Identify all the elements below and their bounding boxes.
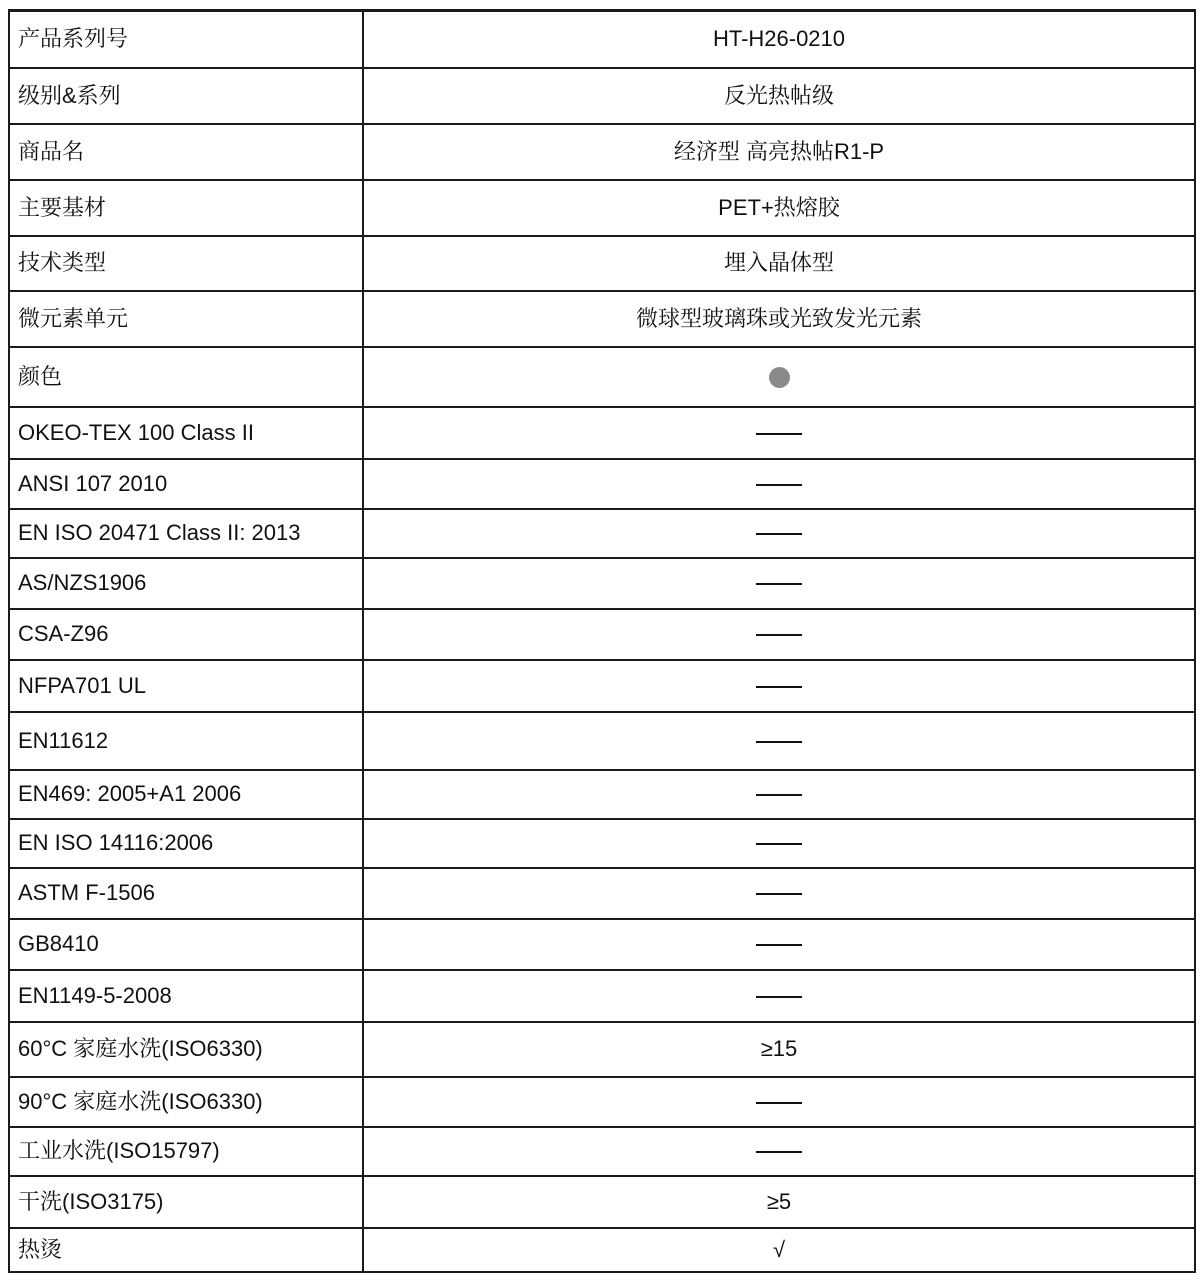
row-value: √ bbox=[363, 1228, 1195, 1272]
row-value: HT-H26-0210 bbox=[363, 11, 1195, 68]
table-row bbox=[9, 770, 1195, 819]
table-row bbox=[9, 407, 1195, 459]
row-label: 颜色 bbox=[9, 347, 363, 407]
dash-mark bbox=[756, 583, 802, 585]
color-swatch bbox=[769, 367, 790, 388]
table-row bbox=[9, 1077, 1195, 1127]
table-row bbox=[9, 868, 1195, 919]
table-row bbox=[9, 11, 1195, 68]
row-label: 干洗(ISO3175) bbox=[9, 1176, 363, 1228]
row-label: OKEO-TEX 100 Class II bbox=[9, 407, 363, 459]
row-label: EN1149-5-2008 bbox=[9, 970, 363, 1022]
table-row bbox=[9, 124, 1195, 180]
table-row bbox=[9, 459, 1195, 509]
table-row bbox=[9, 1022, 1195, 1077]
table-row bbox=[9, 919, 1195, 970]
table-row bbox=[9, 558, 1195, 609]
dash-mark bbox=[756, 484, 802, 486]
row-value bbox=[363, 609, 1195, 660]
row-label: EN11612 bbox=[9, 712, 363, 770]
row-value: 微球型玻璃珠或光致发光元素 bbox=[363, 291, 1195, 347]
table-row bbox=[9, 347, 1195, 407]
row-value: ≥5 bbox=[363, 1176, 1195, 1228]
dash-mark bbox=[756, 1151, 802, 1153]
row-label: 工业水洗(ISO15797) bbox=[9, 1127, 363, 1176]
table-row bbox=[9, 291, 1195, 347]
row-value bbox=[363, 347, 1195, 407]
row-value bbox=[363, 868, 1195, 919]
table-row bbox=[9, 819, 1195, 868]
dash-mark bbox=[756, 996, 802, 998]
table-row bbox=[9, 236, 1195, 291]
spec-table bbox=[8, 9, 1196, 1273]
row-value bbox=[363, 660, 1195, 712]
row-label: NFPA701 UL bbox=[9, 660, 363, 712]
dash-mark bbox=[756, 533, 802, 535]
row-value bbox=[363, 1077, 1195, 1127]
row-label: 90°C 家庭水洗(ISO6330) bbox=[9, 1077, 363, 1127]
row-label: AS/NZS1906 bbox=[9, 558, 363, 609]
dash-mark bbox=[756, 944, 802, 946]
row-label: 热烫 bbox=[9, 1228, 363, 1272]
row-value bbox=[363, 558, 1195, 609]
dash-mark bbox=[756, 741, 802, 743]
row-label: 级别&系列 bbox=[9, 68, 363, 124]
row-label: 产品系列号 bbox=[9, 11, 363, 68]
row-label: 60°C 家庭水洗(ISO6330) bbox=[9, 1022, 363, 1077]
row-value: ≥15 bbox=[363, 1022, 1195, 1077]
row-value bbox=[363, 919, 1195, 970]
row-label: CSA-Z96 bbox=[9, 609, 363, 660]
table-row bbox=[9, 970, 1195, 1022]
row-value: PET+热熔胶 bbox=[363, 180, 1195, 236]
row-label: ASTM F-1506 bbox=[9, 868, 363, 919]
dash-mark bbox=[756, 686, 802, 688]
dash-mark bbox=[756, 893, 802, 895]
dash-mark bbox=[756, 794, 802, 796]
row-value: 经济型 高亮热帖R1-P bbox=[363, 124, 1195, 180]
row-label: EN ISO 20471 Class II: 2013 bbox=[9, 509, 363, 558]
table-row bbox=[9, 509, 1195, 558]
row-label: 商品名 bbox=[9, 124, 363, 180]
row-value bbox=[363, 459, 1195, 509]
row-label: EN469: 2005+A1 2006 bbox=[9, 770, 363, 819]
table-row bbox=[9, 180, 1195, 236]
table-row bbox=[9, 1228, 1195, 1272]
table-row bbox=[9, 712, 1195, 770]
row-value: 反光热帖级 bbox=[363, 68, 1195, 124]
row-value bbox=[363, 407, 1195, 459]
row-value: 埋入晶体型 bbox=[363, 236, 1195, 291]
table-row bbox=[9, 68, 1195, 124]
row-label: 微元素单元 bbox=[9, 291, 363, 347]
table-row bbox=[9, 609, 1195, 660]
row-value bbox=[363, 509, 1195, 558]
row-value bbox=[363, 712, 1195, 770]
dash-mark bbox=[756, 634, 802, 636]
row-value bbox=[363, 1127, 1195, 1176]
row-value bbox=[363, 819, 1195, 868]
dash-mark bbox=[756, 843, 802, 845]
dash-mark bbox=[756, 1102, 802, 1104]
row-value bbox=[363, 970, 1195, 1022]
row-label: GB8410 bbox=[9, 919, 363, 970]
row-label: 技术类型 bbox=[9, 236, 363, 291]
table-row bbox=[9, 1176, 1195, 1228]
row-label: EN ISO 14116:2006 bbox=[9, 819, 363, 868]
table-row bbox=[9, 660, 1195, 712]
table-row bbox=[9, 1127, 1195, 1176]
row-label: 主要基材 bbox=[9, 180, 363, 236]
dash-mark bbox=[756, 433, 802, 435]
row-label: ANSI 107 2010 bbox=[9, 459, 363, 509]
row-value bbox=[363, 770, 1195, 819]
